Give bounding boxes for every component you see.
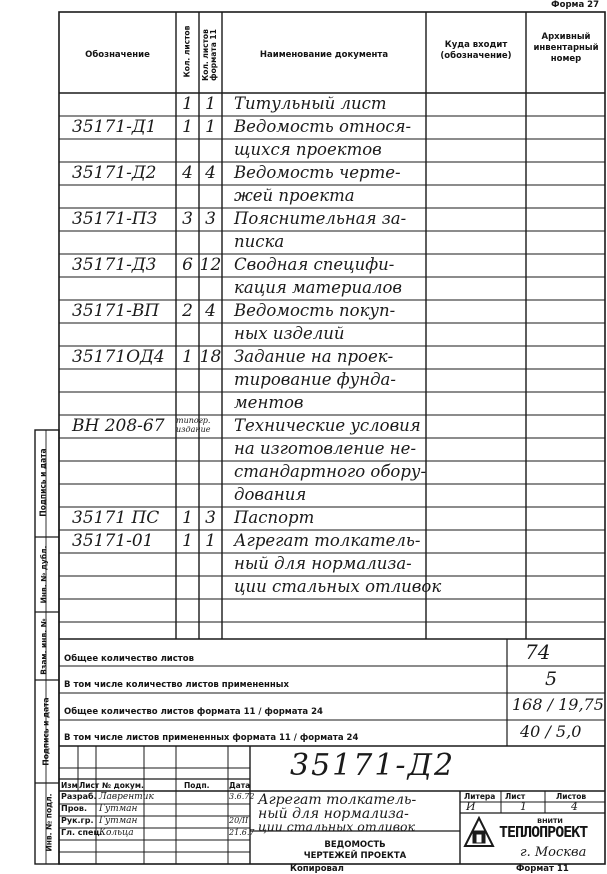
total-format-value: 168 / 19,75	[512, 695, 604, 714]
row-format11: 18	[199, 347, 222, 367]
format-label: Формат 11	[516, 864, 569, 874]
signatory-name: Лаврентик	[99, 792, 154, 802]
row-document-name: Ведомость черте-	[234, 163, 401, 182]
org-small: ВНИТИ	[537, 817, 563, 825]
row-format11: 4	[205, 163, 216, 183]
signatory-role: Гл. спец.	[61, 828, 103, 837]
row-format11: 1	[205, 531, 216, 551]
doc-title-1: ВЕДОМОСТЬ	[324, 840, 386, 850]
row-designation: 35171 ПС	[72, 508, 160, 528]
row-designation: 35171-ВП	[72, 301, 160, 321]
row-sheets: 6	[182, 255, 193, 275]
row-document-name: на изготовление не-	[234, 439, 417, 458]
row-format11: 1	[205, 117, 216, 137]
signatory-role: Рук.гр.	[61, 816, 94, 825]
signatory-role: Разраб.	[61, 792, 97, 801]
row-document-name: писка	[234, 232, 285, 251]
copied-label: Копировал	[290, 864, 344, 874]
col-date: Дата	[229, 781, 251, 790]
row-document-name: Ведомость относя-	[234, 117, 412, 136]
row-designation: ВН 208-67	[72, 416, 165, 436]
row-designation: 35171-ПЗ	[72, 209, 158, 229]
row-format11: 1	[205, 94, 216, 114]
margin-inv-podl: Инв. № подл.	[44, 793, 54, 852]
header-sheets-format11: Кол. листов формата 11	[201, 29, 218, 81]
sheets-value: 4	[571, 800, 578, 813]
applied-sheets-label: В том числе количество листов примененных	[64, 680, 289, 690]
row-document-name: Ведомость покуп-	[234, 301, 396, 320]
sheets-label: Листов	[556, 792, 587, 801]
row-format11: 12	[199, 255, 222, 275]
signatory-name: Кольца	[99, 828, 134, 838]
row-sheets: 1	[182, 347, 193, 367]
signatory-role: Пров.	[61, 804, 88, 813]
product-title-2: ный для нормализа-	[258, 806, 409, 822]
row-designation: 35171-Д3	[72, 255, 157, 275]
organization-name: ТЕПЛОПРОЕКТ	[499, 823, 588, 841]
row-document-name: Задание на проек-	[234, 347, 394, 366]
doc-title-2: ЧЕРТЕЖЕЙ ПРОЕКТА	[303, 851, 407, 861]
row-format11: 3	[205, 209, 216, 229]
applied-sheets-value: 5	[545, 668, 558, 690]
row-document-name: ный для нормализа-	[234, 554, 412, 573]
document-code: 35171-Д2	[290, 748, 456, 783]
row-sheets: типогр. издание	[176, 416, 211, 434]
row-document-name: ментов	[234, 393, 304, 412]
header-included-in: Куда входит (обозначение)	[440, 40, 512, 61]
row-document-name: Агрегат толкатель-	[234, 531, 421, 550]
row-sheets: 1	[182, 94, 193, 114]
signatory-date: 20/II	[229, 816, 249, 825]
row-sheets: 1	[182, 508, 193, 528]
col-izm: Изм	[61, 781, 78, 790]
row-document-name: тирование фунда-	[234, 370, 396, 389]
margin-signature-date-bottom: Подпись и дата	[41, 697, 51, 766]
row-designation: 35171-Д2	[72, 163, 157, 183]
col-list: Лист	[79, 781, 100, 790]
city: г. Москва	[520, 845, 587, 860]
row-document-name: Технические условия	[234, 416, 421, 435]
applied-format-value: 40 / 5,0	[520, 722, 582, 741]
total-format-label: Общее количество листов формата 11 / формата 24	[64, 707, 323, 717]
sheet-value: 1	[520, 800, 527, 813]
row-document-name: кация материалов	[234, 278, 402, 297]
total-sheets-value: 74	[525, 640, 551, 664]
row-document-name: Паспорт	[234, 508, 315, 527]
organization-logo-icon	[462, 816, 496, 848]
row-designation: 35171-01	[72, 531, 154, 551]
col-signature: Подп.	[184, 781, 210, 790]
col-doc-number: № докум.	[102, 781, 144, 790]
row-sheets: 3	[182, 209, 193, 229]
form-label: Форма 27	[551, 0, 599, 10]
row-designation: 35171-Д1	[72, 117, 157, 137]
signatory-date: 21.6.7	[229, 828, 255, 837]
row-document-name: Пояснительная за-	[234, 209, 407, 228]
row-sheets: 2	[182, 301, 193, 321]
row-sheets: 1	[182, 117, 193, 137]
row-format11: 4	[205, 301, 216, 321]
row-document-name: стандартного обору-	[234, 462, 427, 481]
header-document-name: Наименование документа	[259, 50, 389, 60]
row-document-name: ных изделий	[234, 324, 345, 343]
row-format11: 3	[205, 508, 216, 528]
row-document-name: ции стальных отливок	[234, 577, 442, 596]
signatory-name: Гутман	[99, 816, 138, 826]
litera-label: Литера	[464, 792, 496, 801]
applied-format-label: В том числе листов примененных формата 11 / формата 24	[64, 733, 359, 743]
header-designation: Обозначение	[85, 50, 150, 60]
signatory-name: Гутман	[99, 804, 138, 814]
row-document-name: Титульный лист	[234, 94, 387, 113]
total-sheets-label: Общее количество листов	[64, 654, 194, 664]
sheet-label: Лист	[505, 792, 526, 801]
row-sheets: 1	[182, 531, 193, 551]
product-title-1: Агрегат толкатель-	[258, 792, 417, 808]
row-designation: 35171ОД4	[72, 347, 165, 367]
row-document-name: дования	[234, 485, 307, 504]
row-document-name: Сводная специфи-	[234, 255, 395, 274]
signatory-date: 3.6.72	[229, 792, 255, 801]
row-document-name: жей проекта	[234, 186, 355, 205]
litera-value: И	[466, 800, 476, 813]
row-document-name: щихся проектов	[234, 140, 382, 159]
header-sheet-count: Кол. листов	[182, 25, 192, 78]
header-archive: Архивный инвентарный номер	[533, 32, 599, 64]
margin-signature-date-top: Подпись и дата	[38, 448, 48, 517]
margin-vzam-inv: Взам. инв. №	[39, 618, 49, 675]
product-title-3: ции стальных отливок	[258, 819, 415, 834]
row-sheets: 4	[182, 163, 193, 183]
margin-inv-dubl: Инв. № дубл.	[39, 545, 49, 604]
